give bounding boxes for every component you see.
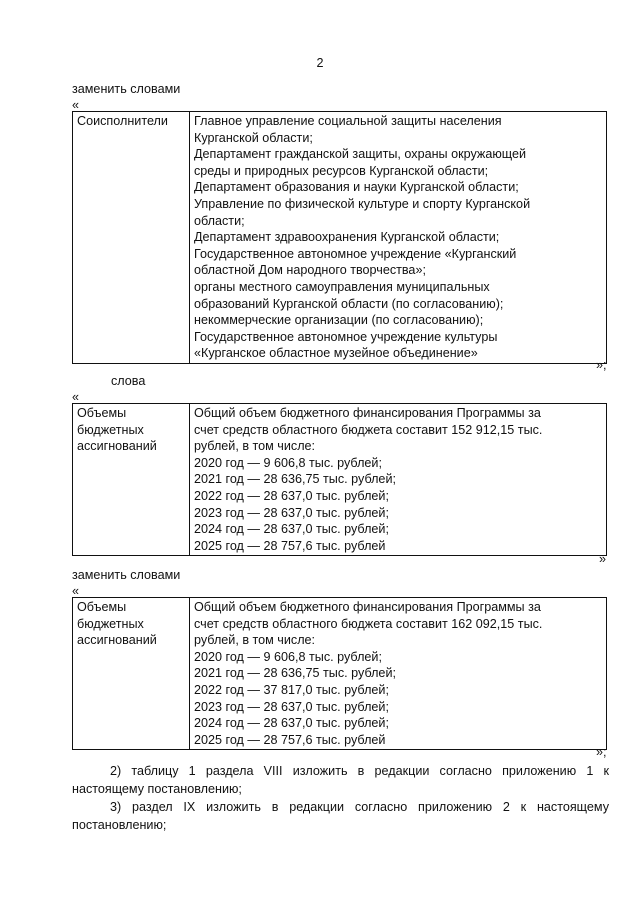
cell-line: органы местного самоуправления муниципальных (194, 279, 490, 294)
cell-line: рублей, в том числе: (194, 439, 316, 454)
cell-line: бюджетных (77, 422, 144, 437)
cell-line: Департамент здравоохранения Курганской области; (194, 230, 500, 245)
block1-open-quote: « (72, 98, 80, 112)
cell-line: Объемы (77, 406, 127, 420)
block1-left-cell: Соисполнители (73, 112, 190, 364)
block3-intro: заменить словами (72, 568, 181, 582)
cell-line: Объемы (77, 600, 127, 614)
item-2-first-line: 2) таблицу 1 раздела VIII изложить в редакции согласно приложению 1 к (110, 764, 609, 778)
cell-line: рублей, в том числе: (194, 633, 316, 648)
cell-line: 2021 год — 28 636,75 тыс. рублей; (194, 666, 396, 681)
cell-line: 2020 год — 9 606,8 тыс. рублей; (194, 455, 382, 470)
page-number: 2 (316, 56, 324, 70)
cell-line: Общий объем бюджетного финансирования Программы за (194, 406, 541, 420)
cell-line: 2025 год — 28 757,6 тыс. рублей (194, 538, 386, 553)
block3-left-cell (73, 598, 190, 750)
list-item (72, 762, 609, 798)
block2-left-cell (73, 404, 190, 556)
cell-line: бюджетных (77, 616, 144, 631)
block3-table (72, 597, 607, 750)
block2-right-cell (190, 404, 607, 556)
list-item (72, 798, 609, 834)
cell-line: 2020 год — 9 606,8 тыс. рублей; (194, 649, 382, 664)
cell-line: счет средств областного бюджета составит 162 092,15 тыс. (194, 616, 543, 631)
cell-line: среды и природных ресурсов Курганской области; (194, 163, 489, 178)
block1-right-cell (190, 112, 607, 364)
block1-table (72, 111, 607, 364)
cell-line: 2021 год — 28 636,75 тыс. рублей; (194, 472, 396, 487)
block1-intro: заменить словами (72, 82, 181, 96)
cell-line: 2024 год — 28 637,0 тыс. рублей; (194, 522, 389, 537)
cell-line: ассигнований (77, 633, 157, 648)
cell-line: 2022 год — 28 637,0 тыс. рублей; (194, 488, 389, 503)
block3-close-quote: »; (596, 745, 607, 759)
cell-line: Департамент гражданской защиты, охраны окружающей (194, 147, 527, 162)
cell-line: Управление по физической культуре и спорту Курганской (194, 196, 531, 211)
table-row (73, 112, 607, 364)
block2-table (72, 403, 607, 556)
cell-line: Государственное автономное учреждение культуры (194, 329, 498, 344)
cell-line: 2023 год — 28 637,0 тыс. рублей; (194, 699, 389, 714)
cell-line: Департамент образования и науки Курганской области; (194, 180, 519, 195)
block1-close-quote: »; (596, 358, 607, 372)
block3-right-cell (190, 598, 607, 750)
cell-line: ассигнований (77, 439, 157, 454)
block2-open-quote: « (72, 390, 80, 404)
block3-open-quote: « (72, 584, 80, 598)
item-3-continuation: постановлению; (72, 818, 167, 832)
cell-line: Главное управление социальной защиты населения (194, 114, 502, 128)
item-3-first-line: 3) раздел IX изложить в редакции согласно приложению 2 к настоящему (110, 800, 609, 814)
cell-line: образований Курганской области (по согласованию); (194, 296, 504, 311)
cell-line: «Курганское областное музейное объединение» (194, 346, 478, 361)
cell-line: 2023 год — 28 637,0 тыс. рублей; (194, 505, 389, 520)
item-2-continuation: настоящему постановлению; (72, 782, 242, 796)
cell-line: Курганской области; (194, 130, 313, 145)
table-row (73, 598, 607, 750)
cell-line: 2022 год — 37 817,0 тыс. рублей; (194, 682, 389, 697)
cell-line: 2025 год — 28 757,6 тыс. рублей (194, 732, 386, 747)
cell-line: Государственное автономное учреждение «Курганский (194, 246, 517, 261)
cell-line: области; (194, 213, 245, 228)
cell-line: Общий объем бюджетного финансирования Программы за (194, 600, 541, 614)
cell-line: 2024 год — 28 637,0 тыс. рублей; (194, 716, 389, 731)
block2-close-quote: » (599, 552, 607, 566)
block2-intro: слова (111, 374, 146, 388)
cell-line: некоммерческие организации (по согласованию); (194, 313, 484, 328)
cell-line: областной Дом народного творчества»; (194, 263, 426, 278)
cell-line: счет средств областного бюджета составит 152 912,15 тыс. (194, 422, 543, 437)
table-row (73, 404, 607, 556)
